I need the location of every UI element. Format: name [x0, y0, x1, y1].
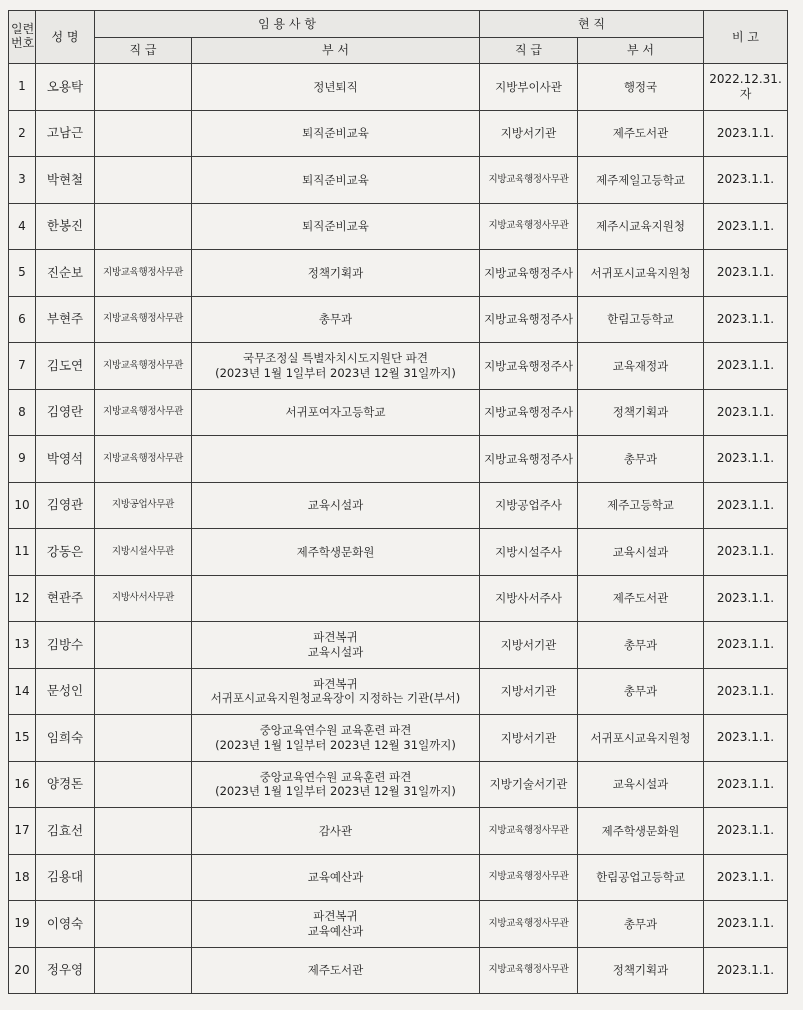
appointment-dept-line: 서귀포여자고등학교 — [285, 405, 386, 420]
current-rank: 지방서기관 — [480, 668, 578, 715]
current-rank: 지방교육행정주사 — [480, 389, 578, 436]
appointment-dept — [192, 529, 480, 576]
current-dept: 총무과 — [578, 901, 704, 948]
current-rank: 지방기술서기관 — [480, 761, 578, 808]
appointment-dept — [192, 808, 480, 855]
appointment-dept — [192, 157, 480, 204]
note-date: 2023.1.1. — [704, 715, 788, 762]
note-date: 2023.1.1. — [704, 110, 788, 157]
appointment-dept — [192, 436, 480, 483]
row-number: 15 — [9, 715, 36, 762]
appointment-dept-line: 중앙교육연수원 교육훈련 파견 — [259, 723, 412, 738]
row-number: 4 — [9, 203, 36, 250]
appointment-dept-line: 중앙교육연수원 교육훈련 파견 — [259, 769, 412, 784]
person-name: 박현철 — [36, 157, 95, 204]
appointment-dept — [192, 343, 480, 390]
current-rank: 지방사서주사 — [480, 575, 578, 622]
appointment-dept-line: 제주도서관 — [307, 963, 364, 978]
person-name: 임희숙 — [36, 715, 95, 762]
table-row — [9, 64, 788, 111]
row-number: 14 — [9, 668, 36, 715]
person-name: 양경돈 — [36, 761, 95, 808]
note-date: 2023.1.1. — [704, 761, 788, 808]
appointment-rank: 지방사서사무관 — [95, 575, 192, 622]
current-dept: 교육시설과 — [578, 529, 704, 576]
person-name: 김방수 — [36, 622, 95, 669]
appointment-dept — [192, 947, 480, 994]
appointment-dept — [192, 389, 480, 436]
appointment-dept — [192, 575, 480, 622]
note-date: 2023.1.1. — [704, 901, 788, 948]
personnel-document — [8, 10, 787, 1004]
row-number: 10 — [9, 482, 36, 529]
table-row — [9, 668, 788, 715]
appointment-dept-line: 총무과 — [318, 312, 353, 327]
current-rank: 지방공업주사 — [480, 482, 578, 529]
header-seq: 일련 번호 — [9, 11, 36, 64]
appointment-rank: 지방교육행정사무관 — [95, 343, 192, 390]
appointment-dept-line: 제주학생문화원 — [296, 544, 375, 559]
current-dept: 제주고등학교 — [578, 482, 704, 529]
table-row — [9, 901, 788, 948]
row-number: 2 — [9, 110, 36, 157]
appointment-dept — [192, 761, 480, 808]
appointment-dept-line: 정책기획과 — [307, 265, 364, 280]
table-row — [9, 575, 788, 622]
current-rank: 지방교육행정주사 — [480, 250, 578, 297]
appointment-rank — [95, 808, 192, 855]
appointment-dept — [192, 482, 480, 529]
person-name: 부현주 — [36, 296, 95, 343]
appointment-rank — [95, 668, 192, 715]
table-header — [9, 11, 788, 64]
current-dept: 제주학생문화원 — [578, 808, 704, 855]
appointment-dept — [192, 622, 480, 669]
appointment-dept-line: 교육시설과 — [307, 644, 364, 659]
note-date: 2023.1.1. — [704, 250, 788, 297]
note-date: 2023.1.1. — [704, 529, 788, 576]
current-rank: 지방교육행정사무관 — [480, 203, 578, 250]
person-name: 오용탁 — [36, 64, 95, 111]
table-row — [9, 854, 788, 901]
table-row — [9, 761, 788, 808]
note-date: 2023.1.1. — [704, 436, 788, 483]
appointment-dept-line: 서귀포시교육지원청교육장이 지정하는 기관(부서) — [210, 691, 461, 706]
appointment-dept — [192, 668, 480, 715]
appointment-rank: 지방공업사무관 — [95, 482, 192, 529]
appointment-rank — [95, 157, 192, 204]
current-dept: 한림공업고등학교 — [578, 854, 704, 901]
header-appt-dept: 부 서 — [192, 38, 480, 64]
appointment-dept-line: 교육예산과 — [307, 923, 364, 938]
person-name: 김영관 — [36, 482, 95, 529]
current-rank: 지방부이사관 — [480, 64, 578, 111]
row-number: 11 — [9, 529, 36, 576]
person-name: 김효선 — [36, 808, 95, 855]
current-rank: 지방교육행정사무관 — [480, 854, 578, 901]
current-dept: 제주도서관 — [578, 110, 704, 157]
row-number: 8 — [9, 389, 36, 436]
appointment-dept-line: 퇴직준비교육 — [302, 172, 369, 187]
person-name: 진순보 — [36, 250, 95, 297]
current-dept: 제주도서관 — [578, 575, 704, 622]
appointment-dept — [192, 64, 480, 111]
note-date: 2023.1.1. — [704, 296, 788, 343]
table-row — [9, 250, 788, 297]
row-number: 9 — [9, 436, 36, 483]
table-row — [9, 343, 788, 390]
header-current: 현 직 — [480, 11, 704, 38]
note-date: 2023.1.1. — [704, 947, 788, 994]
current-rank: 지방교육행정사무관 — [480, 157, 578, 204]
appointment-dept — [192, 854, 480, 901]
current-dept: 교육시설과 — [578, 761, 704, 808]
person-name: 한봉진 — [36, 203, 95, 250]
row-number: 7 — [9, 343, 36, 390]
appointment-dept-line: 교육예산과 — [307, 870, 364, 885]
row-number: 3 — [9, 157, 36, 204]
appointment-dept-line: 퇴직준비교육 — [302, 219, 369, 234]
current-rank: 지방교육행정주사 — [480, 343, 578, 390]
table-row — [9, 622, 788, 669]
appointment-rank — [95, 110, 192, 157]
appointment-dept — [192, 715, 480, 762]
appointment-table — [8, 10, 788, 994]
header-cur-dept: 부 서 — [578, 38, 704, 64]
current-rank: 지방교육행정사무관 — [480, 901, 578, 948]
current-rank: 지방서기관 — [480, 715, 578, 762]
appointment-dept-line: 국무조정실 특별자치시도지원단 파견 — [242, 351, 429, 366]
row-number: 17 — [9, 808, 36, 855]
row-number: 12 — [9, 575, 36, 622]
note-date: 2022.12.31.자 — [704, 64, 788, 111]
person-name: 고남근 — [36, 110, 95, 157]
table-row — [9, 529, 788, 576]
row-number: 16 — [9, 761, 36, 808]
current-rank: 지방교육행정주사 — [480, 436, 578, 483]
appointment-dept-line: (2023년 1월 1일부터 2023년 12월 31일까지) — [215, 737, 456, 752]
current-dept: 정책기획과 — [578, 947, 704, 994]
row-number: 13 — [9, 622, 36, 669]
note-date: 2023.1.1. — [704, 575, 788, 622]
current-dept: 교육재정과 — [578, 343, 704, 390]
current-dept: 정책기획과 — [578, 389, 704, 436]
note-date: 2023.1.1. — [704, 808, 788, 855]
current-dept: 총무과 — [578, 668, 704, 715]
table-row — [9, 715, 788, 762]
current-dept: 한림고등학교 — [578, 296, 704, 343]
note-date: 2023.1.1. — [704, 343, 788, 390]
current-dept: 행정국 — [578, 64, 704, 111]
table-row — [9, 203, 788, 250]
appointment-rank — [95, 761, 192, 808]
person-name: 김도연 — [36, 343, 95, 390]
appointment-rank: 지방교육행정사무관 — [95, 296, 192, 343]
note-date: 2023.1.1. — [704, 157, 788, 204]
note-date: 2023.1.1. — [704, 622, 788, 669]
appointment-rank — [95, 947, 192, 994]
note-date: 2023.1.1. — [704, 203, 788, 250]
appointment-dept-line: 감사관 — [318, 823, 353, 838]
current-rank: 지방교육행정주사 — [480, 296, 578, 343]
current-dept: 총무과 — [578, 622, 704, 669]
header-appt-rank: 직 급 — [95, 38, 192, 64]
note-date: 2023.1.1. — [704, 389, 788, 436]
appointment-rank — [95, 64, 192, 111]
current-rank: 지방서기관 — [480, 110, 578, 157]
appointment-dept-line: 퇴직준비교육 — [302, 126, 369, 141]
person-name: 이영숙 — [36, 901, 95, 948]
header-cur-rank: 직 급 — [480, 38, 578, 64]
appointment-rank — [95, 901, 192, 948]
appointment-rank — [95, 203, 192, 250]
table-row — [9, 157, 788, 204]
person-name: 박영석 — [36, 436, 95, 483]
current-dept: 총무과 — [578, 436, 704, 483]
appointment-dept — [192, 110, 480, 157]
table-row — [9, 808, 788, 855]
person-name: 김영란 — [36, 389, 95, 436]
appointment-dept-line: 파견복귀 — [313, 630, 358, 645]
row-number: 6 — [9, 296, 36, 343]
appointment-dept — [192, 296, 480, 343]
appointment-dept — [192, 901, 480, 948]
appointment-dept — [192, 250, 480, 297]
person-name: 현관주 — [36, 575, 95, 622]
person-name: 강동은 — [36, 529, 95, 576]
person-name: 정우영 — [36, 947, 95, 994]
current-rank: 지방시설주사 — [480, 529, 578, 576]
appointment-rank: 지방교육행정사무관 — [95, 389, 192, 436]
table-body — [9, 64, 788, 994]
header-appointment: 임 용 사 항 — [95, 11, 480, 38]
appointment-dept-line: (2023년 1월 1일부터 2023년 12월 31일까지) — [215, 365, 456, 380]
appointment-rank: 지방교육행정사무관 — [95, 436, 192, 483]
appointment-rank — [95, 854, 192, 901]
row-number: 5 — [9, 250, 36, 297]
current-dept: 서귀포시교육지원청 — [578, 715, 704, 762]
note-date: 2023.1.1. — [704, 482, 788, 529]
header-name: 성 명 — [36, 11, 95, 64]
header-note: 비 고 — [704, 11, 788, 64]
row-number: 19 — [9, 901, 36, 948]
appointment-rank — [95, 622, 192, 669]
note-date: 2023.1.1. — [704, 668, 788, 715]
appointment-rank: 지방시설사무관 — [95, 529, 192, 576]
table-row — [9, 947, 788, 994]
appointment-rank: 지방교육행정사무관 — [95, 250, 192, 297]
table-row — [9, 389, 788, 436]
row-number: 20 — [9, 947, 36, 994]
table-row — [9, 296, 788, 343]
row-number: 1 — [9, 64, 36, 111]
row-number: 18 — [9, 854, 36, 901]
current-dept: 제주제일고등학교 — [578, 157, 704, 204]
person-name: 김용대 — [36, 854, 95, 901]
table-row — [9, 482, 788, 529]
appointment-dept-line: 파견복귀 — [313, 676, 358, 691]
current-dept: 서귀포시교육지원청 — [578, 250, 704, 297]
appointment-dept-line: 교육시설과 — [307, 498, 364, 513]
current-rank: 지방교육행정사무관 — [480, 808, 578, 855]
appointment-dept — [192, 203, 480, 250]
appointment-dept-line: 파견복귀 — [313, 909, 358, 924]
current-rank: 지방서기관 — [480, 622, 578, 669]
person-name: 문성인 — [36, 668, 95, 715]
current-dept: 제주시교육지원청 — [578, 203, 704, 250]
appointment-dept-line: (2023년 1월 1일부터 2023년 12월 31일까지) — [215, 784, 456, 799]
current-rank: 지방교육행정사무관 — [480, 947, 578, 994]
table-row — [9, 110, 788, 157]
table-row — [9, 436, 788, 483]
appointment-rank — [95, 715, 192, 762]
appointment-dept-line: 정년퇴직 — [313, 79, 358, 94]
note-date: 2023.1.1. — [704, 854, 788, 901]
